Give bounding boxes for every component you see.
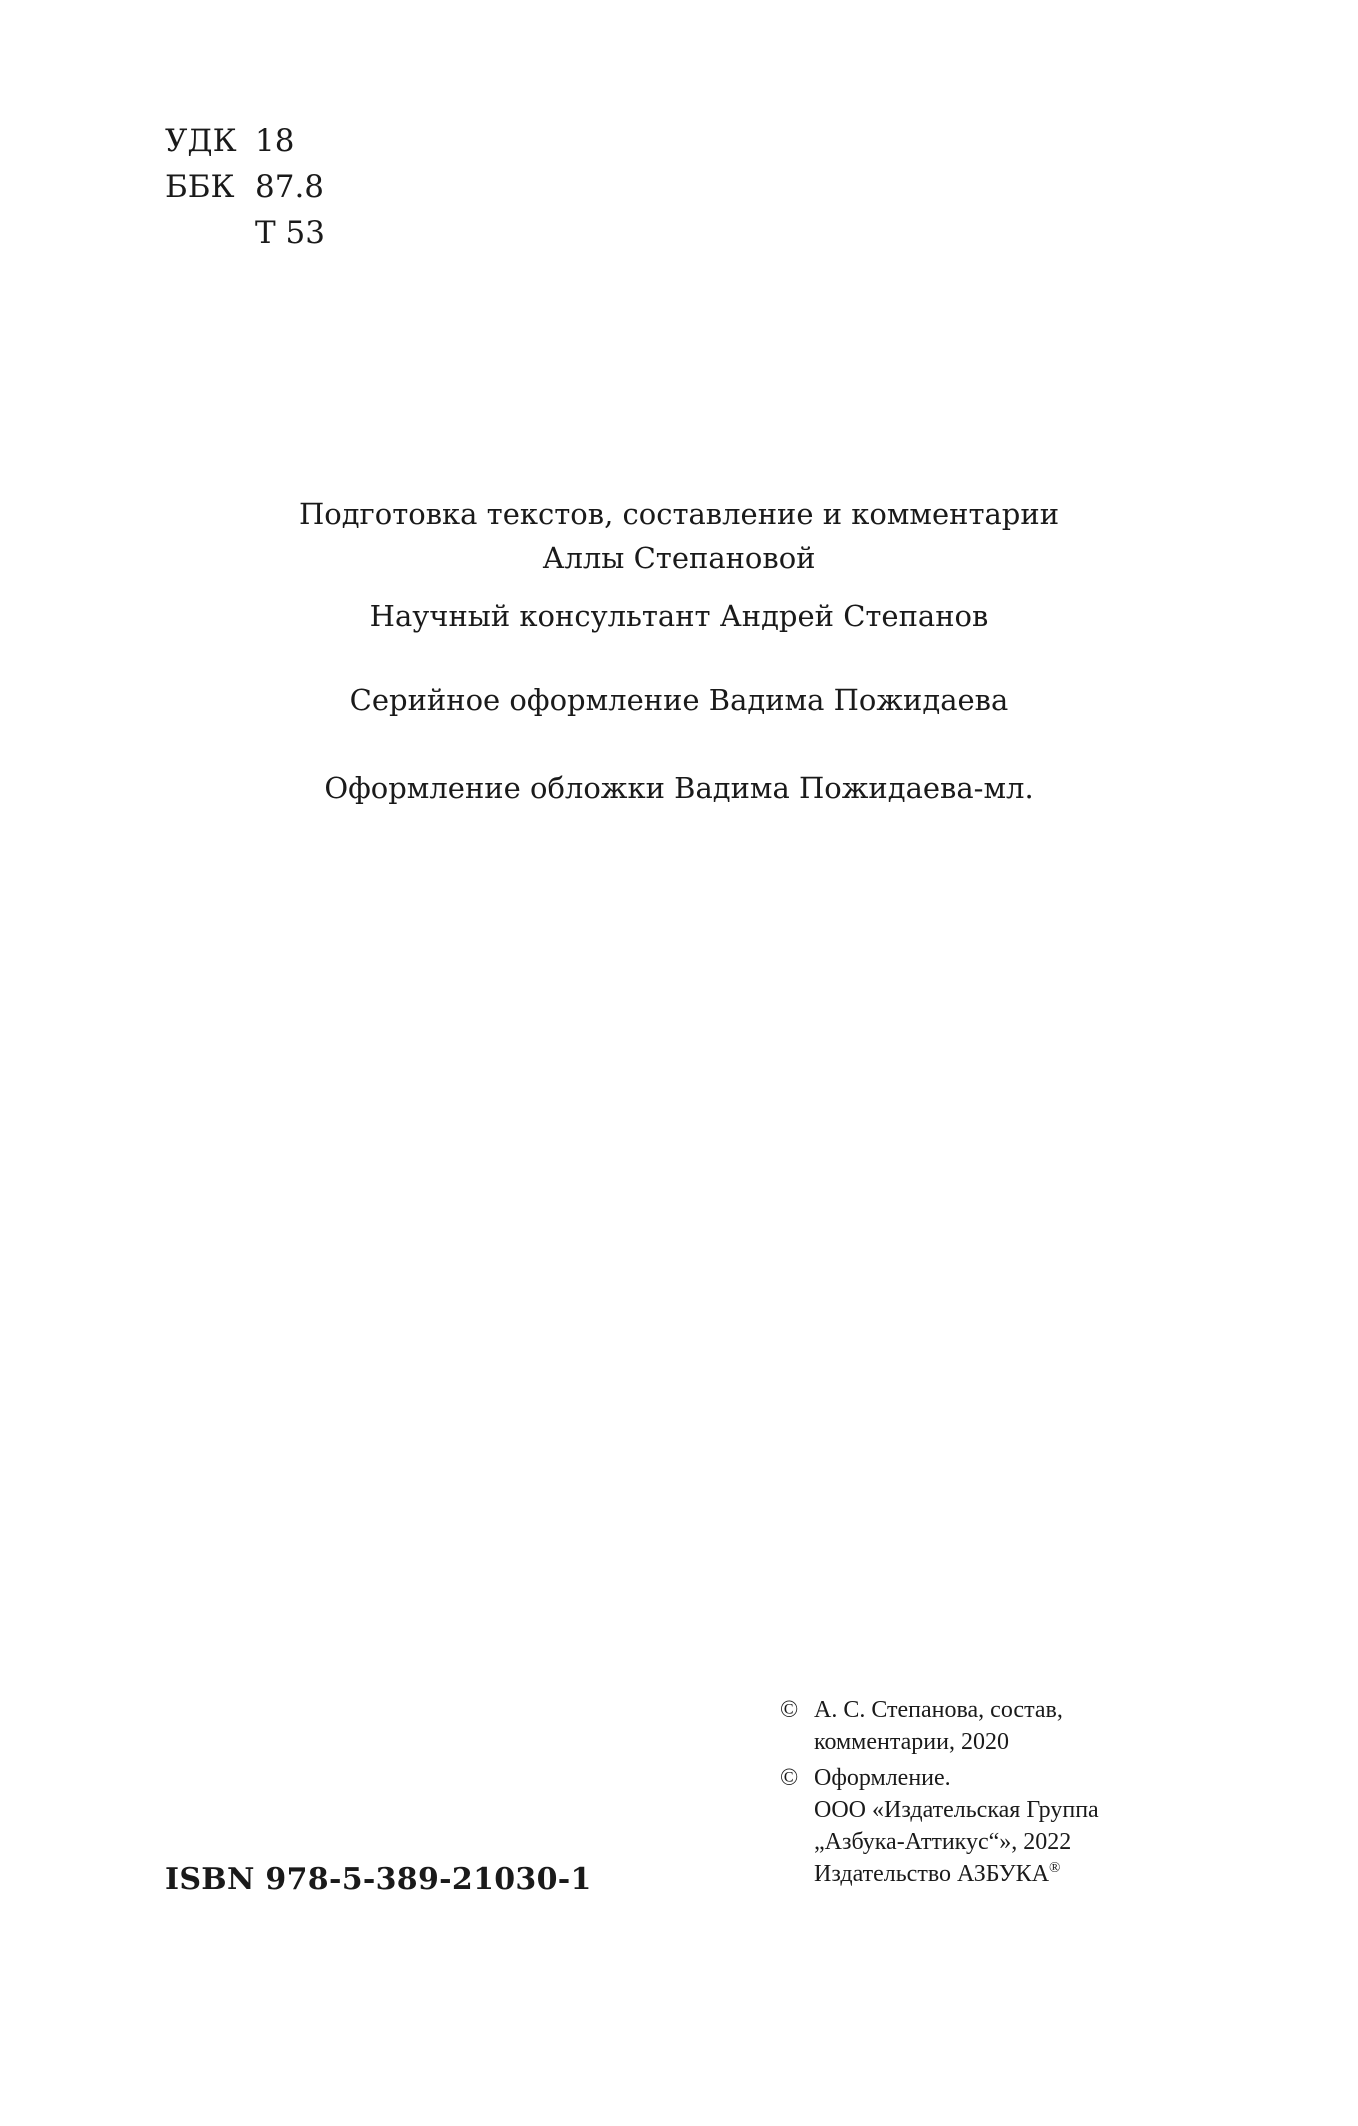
copyright-entry-compiler: [780, 1694, 1099, 1758]
copyright-sign-icon: ©: [780, 1765, 799, 1791]
udk-line: [165, 118, 325, 164]
bbk-label: ББК: [165, 169, 235, 205]
isbn: ISBN 978-5-389-21030-1: [165, 1862, 592, 1897]
copyright-block: [780, 1694, 1099, 1894]
copyright-entry-publisher-text: [814, 1762, 1099, 1890]
copyright-entry2-line4: Издательство АЗБУКА: [814, 1861, 1050, 1887]
copyright-entry2-line1: Оформление.: [814, 1765, 951, 1791]
copyright-entry1-line1: А. С. Степанова, состав,: [814, 1697, 1063, 1723]
preparation-credit-line1: Подготовка текстов, составление и комментарии: [298, 497, 1060, 531]
preparation-credit-line2: Аллы Степановой: [542, 541, 816, 575]
series-design-credit: Серийное оформление Вадима Пожидаева: [349, 683, 1009, 717]
credits-block: [0, 492, 1358, 810]
copyright-entry-compiler-text: [814, 1694, 1063, 1758]
cover-design-credit: Оформление обложки Вадима Пожидаева-мл.: [324, 771, 1034, 805]
copyright-entry1-line2: комментарии, 2020: [814, 1729, 1009, 1755]
library-classification: [165, 118, 325, 256]
copyright-entry2-line4-wrap: [814, 1858, 1099, 1890]
copyright-sign-icon: ©: [780, 1697, 799, 1723]
copyright-entry2-line2: ООО «Издательская Группа: [814, 1797, 1099, 1823]
bbk-line: [165, 164, 325, 210]
bbk-value: 87.8: [255, 169, 325, 205]
registered-trademark-icon: ®: [1049, 1860, 1061, 1876]
udk-label: УДК: [165, 123, 237, 159]
copyright-entry-publisher: [780, 1762, 1099, 1890]
author-sign: Т 53: [255, 215, 325, 251]
udk-value: 18: [255, 123, 295, 159]
copyright-entry2-line3: „Азбука-Аттикус“», 2022: [814, 1829, 1072, 1855]
scientific-consultant-credit: Научный консультант Андрей Степанов: [369, 599, 989, 633]
